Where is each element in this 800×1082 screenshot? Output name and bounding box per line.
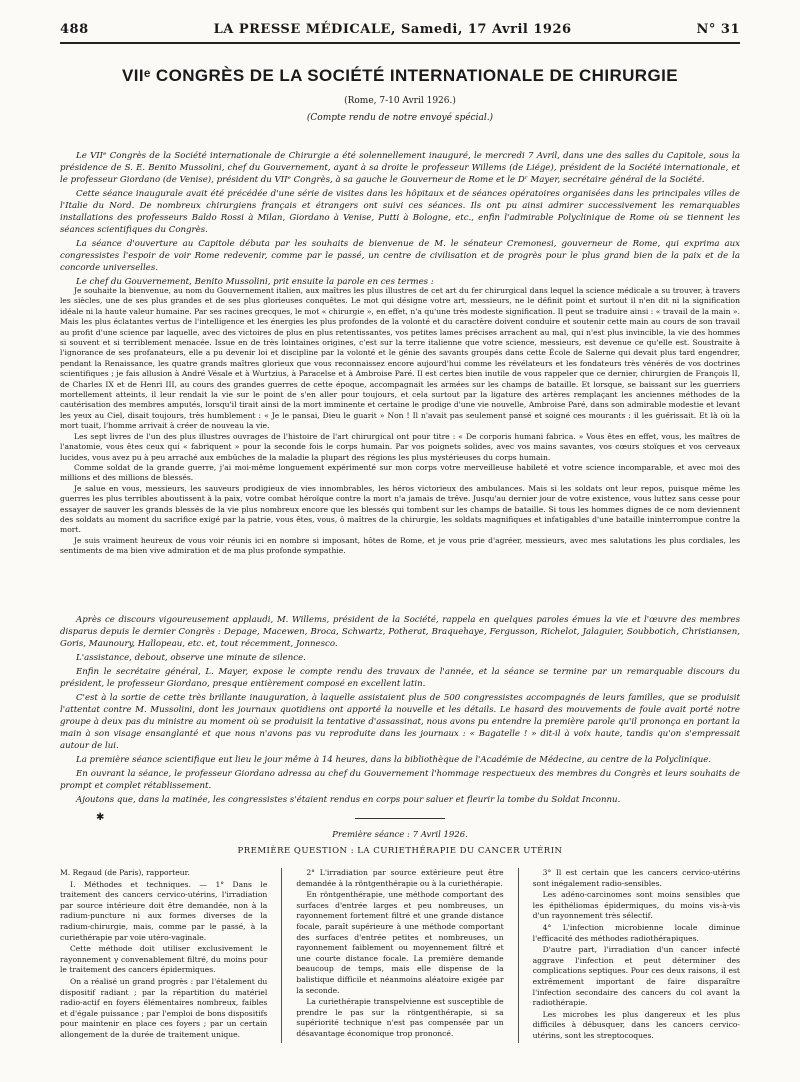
intro-paragraph: Le chef du Gouvernement, Benito Mussolini, prit ensuite la parole en ces termes : — [76, 277, 434, 287]
article-title: VIIᵉ CONGRÈS DE LA SOCIÉTÉ INTERNATIONALE DE CHIRURGIE — [122, 66, 678, 85]
after-paragraph: C'est à la sortie de cette très brillante inauguration, à laquelle assistaient plus de 500 congressistes accompagnés de leurs familles, que se produisit l'attentat contre M. Mussolini, dont les journaux quotidiens ont apporté la nouvelle et les détails. Le hasard des mouvements de foule avait porté notre groupe à deux pas du ministre au moment où se produisit la tentative d'assassinat, nous avons pu entendre la première parole qu'il prononça en portant la main à son visage ensanglanté et que nous n'avons pas vu reproduite dans les journaux : « Bagatelle ! » dit-il à voix haute, tandis qu'on s'empressait autour de lui. — [60, 693, 740, 751]
article-place-date: (Rome, 7-10 Avril 1926.) — [344, 96, 456, 106]
page-number: 488 — [60, 22, 89, 37]
text-column-1 — [60, 868, 267, 1043]
intro-paragraph: La séance d'ouverture au Capitole débuta par les souhaits de bienvenue de M. le sénateur Cremonesi, gouverneur de Rome, qui exprima aux congressistes l'espoir de voir Rome redevenir, comme par le passé, un centre de civilisation et de progrès pour le plus grand bien de la paix et de la concorde universelles. — [60, 239, 740, 273]
text-column-2 — [296, 868, 503, 1043]
column-paragraph: En röntgenthérapie, une méthode comportant des surfaces d'entrée larges et peu nombreuses, un rayonnement fortement filtré et une grande distance focale, paraît supérieure à une méthode comportant des surfaces d'entrée petites et nombreuses, un rayonnement faiblement ou moyennement filtré et une courte distance focale. La première demande beaucoup de temps, mais elle dispense de la balistique difficile et néanmoins aléatoire exigée par la seconde. — [296, 890, 504, 995]
intro-section — [60, 150, 740, 290]
journal-title: LA PRESSE MÉDICALE, Samedi, 17 Avril 1926 — [213, 22, 572, 37]
column-paragraph: I. Méthodes et techniques. — 1° Dans le traitement des cancers cervico-utérins, l'irradiation par source intérieure doit être demandée, non à la radium-puncture ni aux formes diverses de la radium-chirurgie, mais, comme par le passé, à la curiethérapie par voie utéro-vaginale. — [60, 879, 268, 942]
column-paragraph: D'autre part, l'irradiation d'un cancer infecté aggrave l'infection et peut déterminer des complications septiques. Pour ces deux raisons, il est extrêmement important de faire disparaître l'infection secondaire des cancers du col avant la radiothérapie. — [532, 945, 740, 1008]
running-head — [60, 22, 740, 40]
column-divider — [518, 868, 519, 1043]
after-paragraph: Enfin le secrétaire général, L. Mayer, expose le compte rendu des travaux de l'année, et la séance se termine par un remarquable discours du président, le professeur Giordano, presque entièrement composé en excellent latin. — [60, 667, 740, 689]
session-heading: Première séance : 7 Avril 1926. — [332, 830, 468, 840]
question-heading: PREMIÈRE QUESTION : LA CURIETHÉRAPIE DU CANCER UTÉRIN — [237, 846, 563, 856]
issue-number: N° 31 — [696, 22, 740, 37]
after-paragraph: L'assistance, debout, observe une minute de silence. — [76, 653, 306, 663]
speech-section — [60, 286, 740, 557]
header-rule — [60, 42, 740, 44]
column-paragraph: Cette méthode doit utiliser exclusivement le rayonnement γ convenablement filtré, du moins pour le traitement des cancers épidermiques. — [60, 944, 268, 975]
after-paragraph: Après ce discours vigoureusement applaudi, M. Willems, président de la Société, rappela en quelques paroles émues la vie et l'œuvre des membres disparus depuis le dernier Congrès : Depage, Macewen, Broca, Schwartz, Potherat, Braquehaye, Fergusson, Richelot, Jalaguier, Soubbotich, Christiansen, Goris, Maunoury, Hallopeau, etc. et, tout récemment, Jonnesco. — [60, 615, 740, 649]
column-paragraph: 3° Il est certain que les cancers cervico-utérins sont inégalement radio-sensibles. — [532, 868, 740, 888]
article-note: (Compte rendu de notre envoyé spécial.) — [306, 113, 494, 123]
intro-paragraph: Cette séance inaugurale avait été précédée d'une série de visites dans les hôpitaux et de séances opératoires organisées dans les principales villes de l'Italie du Nord. De nombreux chirurgiens français et étrangers ont suivi ces séances. Ils ont pu ainsi admirer successivement les remarquables installations des professeurs Baldo Rossi à Milan, Giordano à Venise, Putti à Bologne, etc., enfin l'admirable Polyclinique de Rome où se tiennent les séances scientifiques du Congrès. — [60, 189, 740, 235]
column-paragraph: 2° L'irradiation par source extérieure peut être demandée à la röntgenthérapie ou à la curiethérapie. — [296, 868, 504, 888]
three-column-text — [60, 868, 740, 1043]
column-paragraph: Les microbes les plus dangereux et les plus difficiles à débusquer, dans les cancers cervico-utérins, sont les streptocoques. — [532, 1009, 740, 1040]
speech-paragraph: Je salue en vous, messieurs, les sauveurs prodigieux de vies innombrables, les héros victorieux des ambulances. Mais si les soldats ont leur repos, puisque même les guerres les plus terribles aboutissent à la paix, votre combat héroïque contre la mort n'a jamais de trêve. Jusqu'au dernier jour de votre existence, vous luttez sans cesse pour essayer de sauver les grands blessés de la vie plus nombreux encore que les blessés qui tombent sur les champs de bataille. Si tous les hommes dignes de ce nom deviennent des soldats au moment du sacrifice exigé par la patrie, vous êtes, vous, ô maîtres de la chirurgie, les soldats magnifiques et infatigables d'une bataille ininterrompue contre la mort. — [60, 483, 740, 535]
after-paragraph: Ajoutons que, dans la matinée, les congressistes s'étaient rendus en corps pour saluer et fleurir la tombe du Soldat Inconnu. — [76, 795, 621, 805]
after-section — [60, 614, 740, 808]
column-paragraph: M. Regaud (de Paris), rapporteur. — [60, 868, 190, 877]
column-paragraph: 4° L'infection microbienne locale diminue l'efficacité des méthodes radiothérapiques. — [532, 922, 740, 943]
column-divider — [281, 868, 282, 1043]
separator-star: ✱ — [96, 812, 105, 823]
column-paragraph: On a réalisé un grand progrès : par l'étalement du dispositif radiant ; par la répartition du matériel radio-actif en foyers élémentaires nombreux, faibles et d'égale puissance ; par l'emploi de bons dispositifs pour maintenir en place ces foyers ; par un certain allongement de la durée de traitement unique. — [60, 976, 268, 1039]
after-paragraph: La première séance scientifique eut lieu le jour même à 14 heures, dans la bibliothèque de l'Académie de Médecine, au centre de la Polyclinique. — [76, 755, 712, 765]
section-rule — [355, 818, 445, 819]
intro-paragraph: Le VIIᵉ Congrès de la Société internationale de Chirurgie a été solennellement inauguré, le mercredi 7 Avril, dans une des salles du Capitole, sous la présidence de S. E. Benito Mussolini, chef du Gouvernement, ayant à sa droite le professeur Willems (de Liége), président de la Société internationale, et le professeur Giordano (de Venise), président du VIIᵉ Congrès, à sa gauche le Gouverneur de Rome et le Dʳ Mayer, secrétaire général de la Société. — [60, 151, 740, 185]
column-paragraph: La curiethérapie transpelvienne est susceptible de prendre le pas sur la röntgenthérapie, si sa supériorité technique n'est pas compensée par un désavantage économique trop prononcé. — [296, 997, 504, 1038]
after-paragraph: En ouvrant la séance, le professeur Giordano adressa au chef du Gouvernement l'hommage respectueux des membres du Congrès et leurs souhaits de prompt et complet rétablissement. — [60, 769, 740, 791]
column-paragraph: Les adéno-carcinomes sont moins sensibles que les épithéliomas épidermiques, du moins vis-à-vis d'un rayonnement très sélectif. — [532, 890, 740, 921]
speech-paragraph: Comme soldat de la grande guerre, j'ai moi-même longuement expérimenté sur mon corps votre merveilleuse habileté et votre science incomparable, et avec moi des millions et des millions de blessés. — [60, 462, 740, 483]
speech-paragraph: Je suis vraiment heureux de vous voir réunis ici en nombre si imposant, hôtes de Rome, et je vous prie d'agréer, messieurs, avec mes salutations les plus cordiales, les sentiments de ma bien vive admiration et de ma plus profonde sympathie. — [60, 535, 740, 556]
text-column-3 — [533, 868, 740, 1043]
speech-paragraph: Les sept livres de l'un des plus illustres ouvrages de l'histoire de l'art chirurgical ont pour titre : « De corporis humani fabrica. » Vous êtes en effet, vous, les maîtres de l'anatomie, vous êtes ceux qui « fabriquent » pour la seconde fois le corps humain. Par vos poignets solides, avec vos mains savantes, vos cœurs stoïques et vos cerveaux lucides, vous avez pu à peu arraché aux embûches de la maladie la plupart des régions les plus mystérieuses du corps humain. — [60, 431, 740, 462]
speech-paragraph: Je souhaite la bienvenue, au nom du Gouvernement italien, aux maîtres les plus illustres de cet art du fer chirurgical dans lequel la science médicale a su trouver, à travers les siècles, une de ses plus grandes et de ses plus glorieuses conquêtes. Le mot qui désigne votre art, messieurs, ne le définit point et surtout il n'en dit ni la signification idéale ni la haute valeur humaine. Par ses racines grecques, le mot « chirurgie », en effet, n'a qu'une très modeste signification. Il peut se traduire ainsi : « travail de la main ». Mais les plus éclatantes vertus de l'intelligence et les énergies les plus profondes de la volonté et du caractère doivent conduire et soutenir cette main au cours de son travail au profit d'une science par laquelle, avec des victoires de plus en plus retentissantes, vos petites lames précises arrachent au mal, qui n'est plus invincible, la vie des hommes si souvent et si terriblement menacée. Issue en de très lointaines origines, c'est sur la terre italienne que votre science, messieurs, est devenue ce qu'elle est. Soustraite à l'ignorance de ses profanateurs, elle a pu devenir loi et discipline par la volonté et le génie des savants groupés dans cette École de Salerne qui devait plus tard engendrer, pendant la Renaissance, les quatre grands maîtres glorieux que vous reconnaissez encore aujourd'hui comme les révélateurs et les fondateurs très vénérés de vos doctrines scientifiques ; je fais allusion à André Vésale et à Wurtzius, à Paracelse et à Ambroise Paré. Il est certes bien inutile de vous rappeler que ce dernier, chirurgien de François II, de Charles IX et de Henri III, au cours des grandes guerres de cette époque, accompagnait les armées sur les champs de bataille. Et lorsque, se baissant sur les guerriers mortellement atteints, il leur rendait la vie sur le point de s'en aller pour toujours, et cela surtout par la ligature des artères remplaçant les anciennes méthodes de la cautérisation des membres amputés, lorsqu'il tirait ainsi de la mort imminente et certaine le prodige d'une vie nouvelle, Ambroise Paré, dans son admirable modestie et levant les yeux au Ciel, disait toujours, très humblement : « Je le pansai, Dieu le guarit » Non ! Il n'avait pas seulement pansé et soigné ces mourants : il les guérissait. Et là où la mort tuait, l'homme arrivait à créer de nouveau la vie. — [60, 286, 740, 431]
